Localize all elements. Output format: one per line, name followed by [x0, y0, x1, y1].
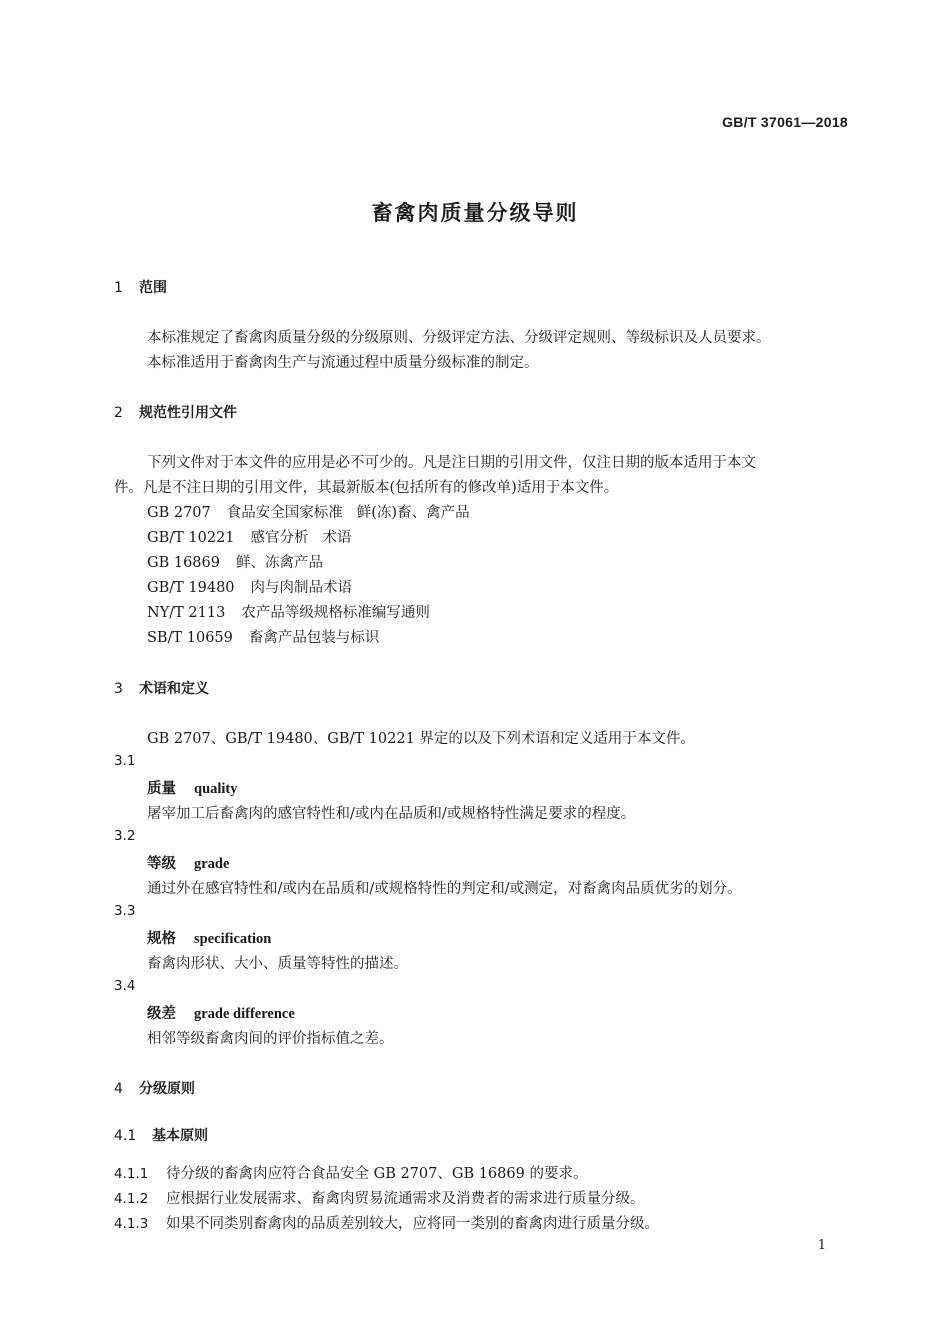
- term-chinese: 规格: [147, 931, 176, 947]
- clause-text: 应根据行业发展需求、畜禽肉贸易流通需求及消费者的需求进行质量分级。: [166, 1191, 645, 1207]
- clause: [114, 1162, 587, 1183]
- reference-item: [147, 551, 323, 572]
- section-number: 4: [114, 1081, 123, 1097]
- term-english: quality: [194, 781, 238, 797]
- paragraph: 下列文件对于本文件的应用是必不可少的。凡是注日期的引用文件，仅注日期的版本适用于本文: [147, 455, 756, 471]
- section-title: 术语和定义: [139, 681, 209, 697]
- section-title: 规范性引用文件: [139, 405, 237, 421]
- reference-item: [147, 576, 352, 597]
- clause-number: 4.1.1: [114, 1166, 149, 1182]
- reference-title: 肉与肉制品术语: [250, 580, 353, 596]
- reference-code: GB 2707: [147, 505, 211, 521]
- paragraph: GB 2707、GB/T 19480、GB/T 10221 界定的以及下列术语和定义适用于本文件。: [147, 731, 695, 747]
- section-title: 分级原则: [139, 1081, 195, 1097]
- clause-number: 4.1.2: [114, 1191, 149, 1207]
- reference-item: [147, 626, 379, 647]
- term-definition: 屠宰加工后畜禽肉的感官特性和/或内在品质和/或规格特性满足要求的程度。: [147, 806, 636, 822]
- term-number: 3.4: [114, 978, 136, 994]
- section-1-heading: [114, 277, 167, 297]
- clause: [114, 1187, 645, 1208]
- term-heading: [147, 1002, 295, 1023]
- subsection-number: 4.1: [114, 1128, 137, 1144]
- reference-title-part: 鲜(冻)畜、禽产品: [356, 505, 470, 521]
- term-heading: [147, 777, 238, 798]
- section-4-heading: [114, 1078, 195, 1098]
- reference-code: GB 16869: [147, 555, 220, 571]
- reference-item: [147, 526, 352, 547]
- section-3-heading: [114, 678, 209, 698]
- section-number: 2: [114, 405, 123, 421]
- reference-title: 鲜、冻禽产品: [235, 555, 323, 571]
- reference-code: GB/T 19480: [147, 580, 235, 596]
- term-number: 3.3: [114, 903, 136, 919]
- term-chinese: 级差: [147, 1006, 176, 1022]
- reference-code: SB/T 10659: [147, 630, 233, 646]
- term-number: 3.2: [114, 828, 136, 844]
- reference-title: 食品安全国家标准: [226, 505, 343, 521]
- reference-code: NY/T 2113: [147, 605, 226, 621]
- term-english: grade: [194, 856, 230, 872]
- section-number: 1: [114, 280, 123, 296]
- term-heading: [147, 852, 229, 873]
- subsection-title: 基本原则: [152, 1128, 208, 1144]
- paragraph: 件。凡是不注日期的引用文件，其最新版本(包括所有的修改单)适用于本文件。: [114, 480, 619, 496]
- clause-text: 待分级的畜禽肉应符合食品安全 GB 2707、GB 16869 的要求。: [166, 1166, 588, 1182]
- section-number: 3: [114, 681, 123, 697]
- reference-title: 畜禽产品包装与标识: [248, 630, 380, 646]
- reference-item: [147, 601, 430, 622]
- term-definition: 相邻等级畜禽肉间的评价指标值之差。: [147, 1031, 394, 1047]
- reference-item: [147, 501, 470, 522]
- term-definition: 通过外在感官特性和/或内在品质和/或规格特性的判定和/或测定，对畜禽肉品质优劣的划分。: [147, 881, 742, 897]
- reference-title-part: 术语: [322, 530, 352, 546]
- standard-code: GB/T 37061—2018: [722, 114, 848, 130]
- term-english: specification: [194, 931, 272, 947]
- term-chinese: 等级: [147, 856, 176, 872]
- reference-title: 感官分析: [250, 530, 309, 546]
- clause-number: 4.1.3: [114, 1216, 149, 1232]
- term-heading: [147, 927, 271, 948]
- section-title: 范围: [139, 280, 167, 296]
- term-chinese: 质量: [147, 781, 176, 797]
- paragraph: 本标准适用于畜禽肉生产与流通过程中质量分级标准的制定。: [147, 355, 539, 371]
- reference-title: 农产品等级规格标准编写通则: [241, 605, 430, 621]
- term-english: grade difference: [194, 1006, 295, 1022]
- clause: [114, 1212, 659, 1233]
- page-number: 1: [817, 1238, 826, 1253]
- reference-code: GB/T 10221: [147, 530, 235, 546]
- document-title: 畜禽肉质量分级导则: [371, 201, 579, 225]
- term-number: 3.1: [114, 753, 136, 769]
- section-2-heading: [114, 402, 237, 422]
- subsection-4-1-heading: [114, 1125, 208, 1145]
- term-definition: 畜禽肉形状、大小、质量等特性的描述。: [147, 956, 408, 972]
- paragraph: 本标准规定了畜禽肉质量分级的分级原则、分级评定方法、分级评定规则、等级标识及人员要求。: [147, 330, 771, 346]
- clause-text: 如果不同类别畜禽肉的品质差别较大，应将同一类别的畜禽肉进行质量分级。: [166, 1216, 659, 1232]
